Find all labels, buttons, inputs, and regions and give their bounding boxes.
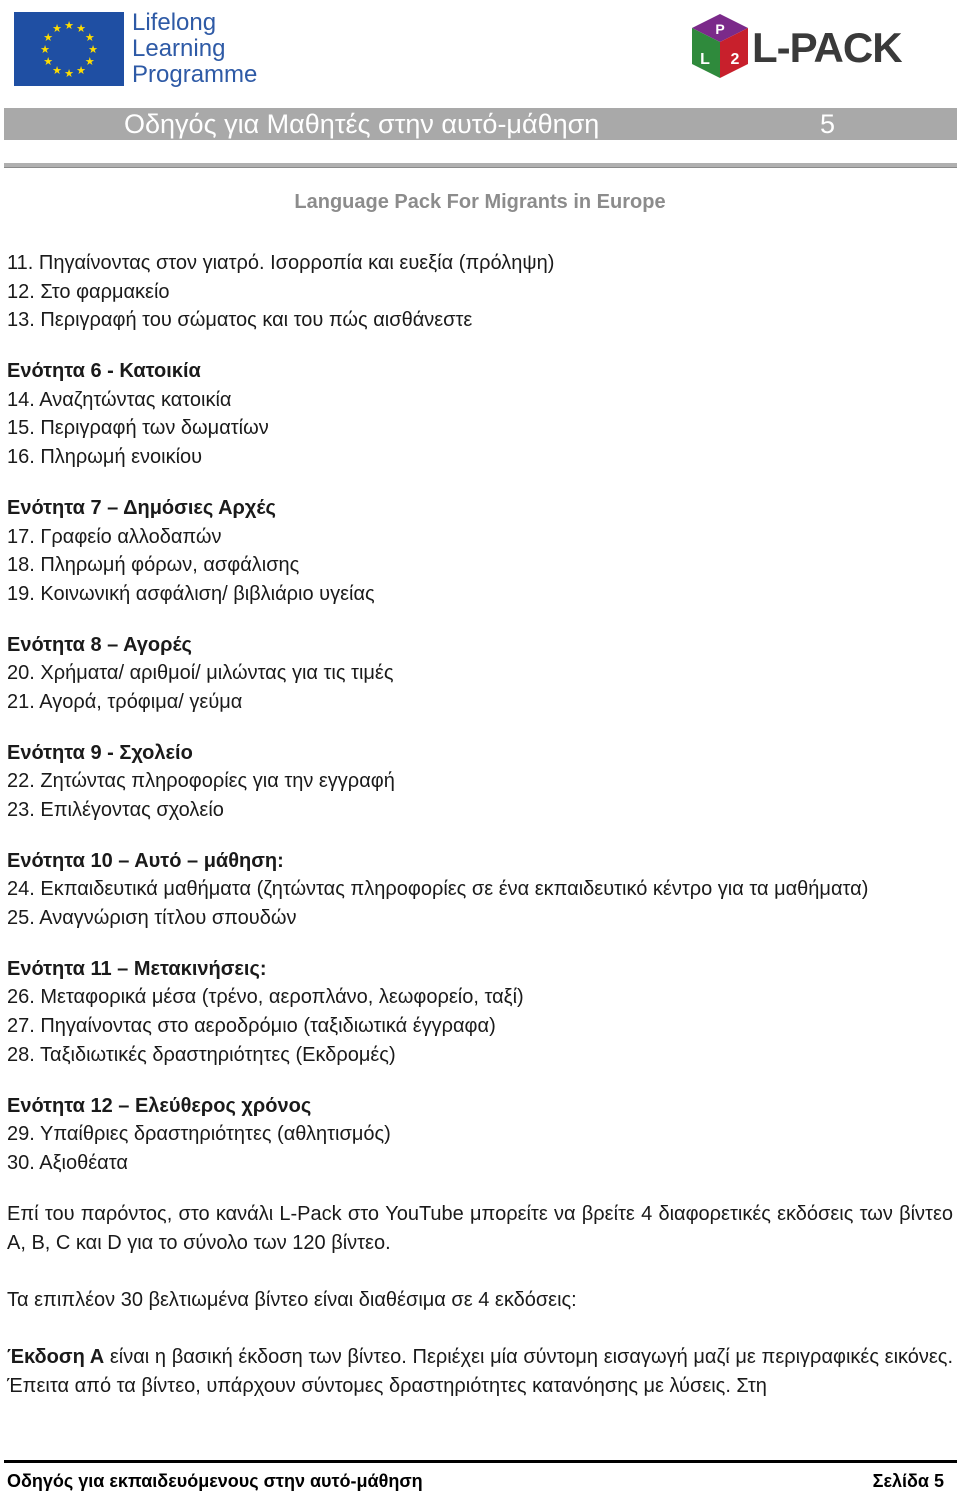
lesson-item: 11. Πηγαίνοντας στον γιατρό. Ισορροπία και ευεξία (πρόληψη): [7, 252, 555, 274]
document-body: [7, 249, 953, 1401]
title-bar: [4, 108, 957, 140]
unit-block: [7, 357, 953, 472]
unit-heading: Ενότητα 6 - Κατοικία: [7, 360, 201, 383]
eu-star-icon: ★: [52, 22, 62, 36]
version-a-label: Έκδοση Α: [7, 1345, 105, 1368]
header-divider: [4, 163, 957, 168]
page-title: Οδηγός για Μαθητές στην αυτό-μάθηση: [124, 109, 600, 139]
version-a-text: είναι η βασική έκδοση των βίντεο. Περιέχει μία σύντομη εισαγωγή μαζί με περιγραφικές εικόνες. Έπειτα από τα βίντεο, υπάρχουν σύντομες δραστηριότητες κατανόησης με λύσεις. Στη: [7, 1345, 953, 1397]
eu-star-icon: ★: [76, 22, 86, 36]
unit-block: [7, 847, 953, 933]
unit-block: [7, 955, 953, 1070]
unit-heading: Ενότητα 7 – Δημόσιες Αρχές: [7, 496, 276, 519]
eu-star-icon: ★: [40, 43, 50, 56]
llp-line-3: Programme: [132, 61, 258, 88]
unit-block: [7, 494, 953, 609]
lesson-item: 27. Πηγαίνοντας στο αεροδρόμιο (ταξιδιωτικά έγγραφα): [7, 1015, 496, 1038]
lpack-logo: [686, 12, 926, 84]
eu-star-icon: ★: [88, 43, 98, 56]
eu-star-icon: ★: [84, 55, 95, 68]
unit-heading: Ενότητα 12 – Ελεύθερος χρόνος: [7, 1094, 312, 1117]
eu-star-icon: ★: [64, 67, 74, 80]
cube-letter-p: P: [715, 21, 725, 37]
llp-line-1: Lifelong: [132, 9, 217, 36]
lesson-item: 28. Ταξιδιωτικές δραστηριότητες (Εκδρομές): [7, 1043, 396, 1066]
title-page-number: 5: [820, 109, 836, 139]
lesson-item: 26. Μεταφορικά μέσα (τρένο, αεροπλάνο, λεωφορείο, ταξί): [7, 986, 524, 1009]
lesson-item: 30. Αξιοθέατα: [7, 1151, 128, 1174]
eu-star-icon: ★: [43, 55, 54, 68]
lesson-item: 15. Περιγραφή των δωματίων: [7, 417, 269, 440]
lesson-item: 14. Αναζητώντας κατοικία: [7, 388, 232, 411]
eu-star-icon: ★: [84, 31, 95, 44]
footer-divider: [4, 1460, 957, 1463]
unit-heading: Ενότητα 9 - Σχολείο: [7, 741, 193, 764]
unit-heading: Ενότητα 8 – Αγορές: [7, 633, 192, 656]
paragraph-improved-videos: Τα επιπλέον 30 βελτιωμένα βίντεο είναι διαθέσιμα σε 4 εκδόσεις:: [7, 1288, 577, 1311]
lesson-item: 12. Στο φαρμακείο: [7, 280, 170, 303]
llp-line-2: Learning: [132, 35, 226, 62]
unit-block: [7, 249, 953, 335]
eu-flag-icon: [14, 12, 124, 86]
llp-wordmark: [132, 10, 257, 88]
lifelong-learning-logo: [14, 9, 264, 90]
lesson-item: 16. Πληρωμή ενοικίου: [7, 446, 203, 469]
paragraph-version-a: [7, 1343, 953, 1401]
page-subtitle: Language Pack For Migrants in Europe: [294, 191, 666, 213]
lesson-item: 22. Ζητώντας πληροφορίες για την εγγραφή: [7, 770, 395, 793]
unit-heading: Ενότητα 10 – Αυτό – μάθηση:: [7, 849, 284, 872]
cube-letter-l: L: [700, 51, 710, 68]
lpack-wordmark: L-PACK: [752, 24, 902, 71]
lesson-item: 23. Επιλέγοντας σχολείο: [7, 799, 224, 821]
footer-page-number: Σελίδα 5: [872, 1471, 944, 1491]
unit-list: [7, 249, 953, 1178]
lesson-item: 21. Αγορά, τρόφιμα/ γεύμα: [7, 690, 243, 713]
eu-star-icon: ★: [43, 31, 54, 44]
unit-block: [7, 739, 953, 825]
eu-star-icon: ★: [64, 19, 74, 32]
lesson-item: 18. Πληρωμή φόρων, ασφάλισης: [7, 554, 300, 577]
lesson-item: 29. Υπαίθριες δραστηριότητες (αθλητισμός): [7, 1123, 391, 1146]
lesson-item: 17. Γραφείο αλλοδαπών: [7, 525, 222, 548]
eu-star-icon: ★: [76, 63, 86, 77]
footer-title: Οδηγός για εκπαιδευόμενους στην αυτό-μάθηση: [7, 1471, 423, 1491]
lesson-item: 24. Εκπαιδευτικά μαθήματα (ζητώντας πληροφορίες σε ένα εκπαιδευτικό κέντρο για τα μαθήματα): [7, 878, 869, 901]
unit-block: [7, 1092, 953, 1178]
unit-heading: Ενότητα 11 – Μετακινήσεις:: [7, 957, 267, 980]
lesson-item: 19. Κοινωνική ασφάλιση/ βιβλιάριο υγείας: [7, 582, 375, 605]
paragraph-youtube: Επί του παρόντος, στο κανάλι L-Pack στο YouTube μπορείτε να βρείτε 4 διαφορετικές εκδόσεις των βίντεο A, B, C και D για το σύνολο των 120 βίντεο.: [7, 1202, 953, 1254]
lesson-item: 20. Χρήματα/ αριθμοί/ μιλώντας για τις τιμές: [7, 662, 394, 685]
lpack-cube-icon: [686, 12, 754, 82]
eu-star-icon: ★: [52, 63, 62, 77]
cube-letter-2: 2: [730, 51, 740, 68]
lesson-item: 13. Περιγραφή του σώματος και του πώς αισθάνεστε: [7, 309, 473, 332]
lesson-item: 25. Αναγνώριση τίτλου σπουδών: [7, 907, 297, 930]
unit-block: [7, 631, 953, 717]
